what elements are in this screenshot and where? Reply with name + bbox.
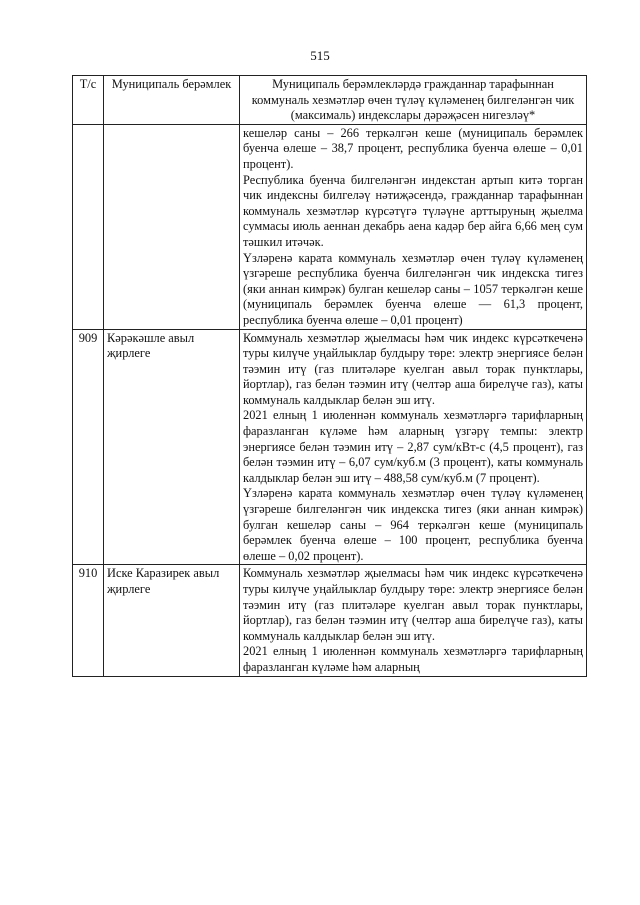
paragraph: Үзләренә карата коммуналь хезмәтләр өчен түләү күләменең үзгәреше республика буенча билгеләнгән чик индекска тигез (яки аннан кимрәк) булган кешеләр саны – 1057 теркәлгән кеше (муниципаль берәмлек буенча өлеше — 61,3 процент, республика буенча өлеше – 0,01 процент)	[243, 250, 583, 327]
paragraph: Үзләренә карата коммуналь хезмәтләр өчен түләү күләменең үзгәреше билгеләнгән чик индекска тигез (яки аннан кимрәк) булган кешеләр саны – 964 теркәлгән кеше (муниципаль берәмлек буенча өлеше – 100 процент, республика буенча өлеше – 0,02 процент).	[243, 486, 583, 563]
row-number: 909	[73, 329, 104, 565]
row-description	[240, 565, 587, 676]
paragraph: Республика буенча билгеләнгән индекстан артып китә торган чик индексны билгеләү нәтиҗәсендә, гражданнар тарафыннан коммуналь хезмәтләр күрсәтүгә түләүне арттыруның җыелма суммасы июль аеннан декабрь аена кадәр бер айга 6,66 мең сум тәшкил итәчәк.	[243, 172, 583, 249]
row-number	[73, 124, 104, 329]
table-row	[73, 124, 587, 329]
paragraph: Коммуналь хезмәтләр җыелмасы һәм чик индекс күрсәткеченә туры килүче уңайлыклар булдыру төре: электр энергиясе белән тәэмин итү (газ плитәләре куелган авыл торак пунктлары, йортлар), газ белән тәэмин итү (челтәр аша бирелүче газ), каты коммуналь калдыклар белән эш итү.	[243, 566, 583, 643]
header-municipality: Муниципаль берәмлек	[104, 76, 240, 125]
header-description: Муниципаль берәмлекләрдә гражданнар тарафыннан коммуналь хезмәтләр өчен түләү күләменең билгеләнгән чик (максималь) индекслары дәрәҗәсен нигезләү*	[240, 76, 587, 125]
row-description	[240, 329, 587, 565]
table-row	[73, 565, 587, 676]
row-number: 910	[73, 565, 104, 676]
tariff-index-table	[72, 75, 587, 677]
table-row	[73, 329, 587, 565]
row-description	[240, 124, 587, 329]
row-municipality: Иске Каразирек авыл җирлеге	[104, 565, 240, 676]
header-number: Т/с	[73, 76, 104, 125]
paragraph: 2021 елның 1 июленнән коммуналь хезмәтләргә тарифларның фаразланган күләме һәм аларның үзгәрү темпы: электр энергиясе белән тәэмин итү – 2,87 сум/кВт-с (4,5 процент), газ белән тәэмин итү – 6,07 сум/куб.м (3 процент), каты коммуналь калдыклар белән эш итү – 488,58 сум/куб.м (7 процент).	[243, 408, 583, 485]
paragraph: Коммуналь хезмәтләр җыелмасы һәм чик индекс күрсәткеченә туры килүче уңайлыклар булдыру төре: электр энергиясе белән тәэмин итү (газ плитәләре куелган авыл торак пунктлары, йортлар), газ белән тәэмин итү (челтәр аша бирелүче газ), каты коммуналь калдыклар белән эш итү.	[243, 330, 583, 407]
row-municipality: Кәрәкәшле авыл җирлеге	[104, 329, 240, 565]
row-municipality	[104, 124, 240, 329]
paragraph: кешеләр саны – 266 теркәлгән кеше (муниципаль берәмлек буенча өлеше – 38,7 процент, республика буенча өлеше – 0,01 процент).	[243, 125, 583, 171]
table-header-row	[73, 76, 587, 125]
page-number: 515	[310, 48, 330, 63]
paragraph: 2021 елның 1 июленнән коммуналь хезмәтләргә тарифларның фаразланган күләме һәм аларның	[243, 644, 583, 674]
